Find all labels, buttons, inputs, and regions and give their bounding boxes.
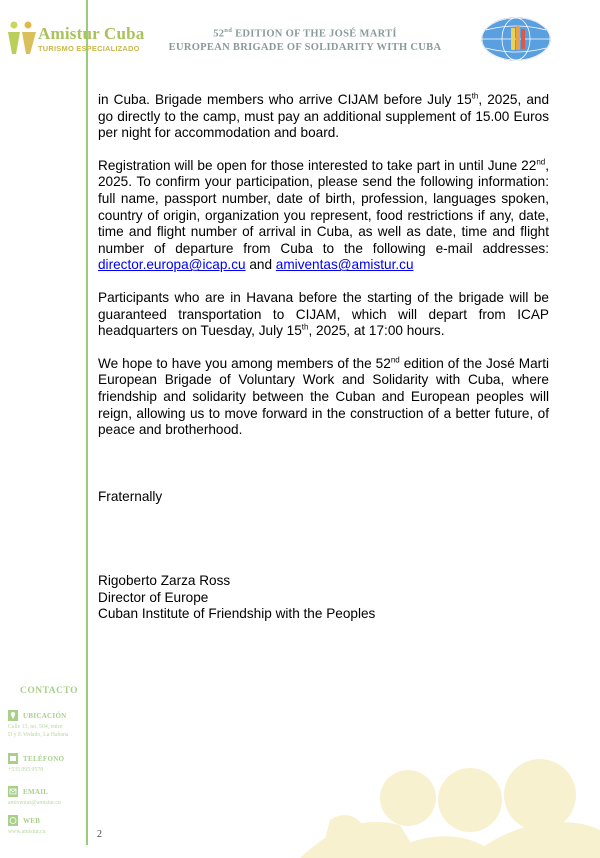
phone-icon [8, 753, 18, 764]
contact-web-value[interactable]: www.amistur.cu [8, 829, 46, 835]
paragraph-text: , 2025, and go directly to the camp, must pay an additional supplement of 15.00 Euros per night for accommodation and board. [98, 92, 550, 141]
signatory-organization: Cuban Institute of Friendship with the Peoples [98, 606, 376, 622]
paragraph-closing-wish [98, 356, 549, 439]
contact-phone-value: +535 095 9578 [8, 767, 44, 773]
closing-salutation: Fraternally [98, 489, 163, 504]
contact-title: CONTACTO [20, 686, 79, 696]
email-link-amistur[interactable]: amiventas@amistur.cu [275, 257, 414, 273]
header-edition-suffix: nd [224, 27, 233, 34]
header-line-2: EUROPEAN BRIGADE OF SOLIDARITY WITH CUBA [168, 41, 442, 53]
contact-location-value [8, 724, 68, 739]
email-icon [8, 786, 18, 797]
paragraph-text: We hope to have you among members of the 52 [98, 355, 391, 371]
location-icon [8, 710, 18, 721]
amistur-figures-icon [6, 18, 38, 58]
signatory-title: Director of Europe [98, 589, 209, 605]
paragraph-text: in Cuba. Brigade members who arrive CIJAM before July 15 [98, 92, 472, 107]
contact-phone-label: TELÉFONO [23, 755, 65, 763]
letter-body [98, 92, 549, 439]
header-line-1-text: EDITION OF THE JOSÉ MARTÍ [232, 28, 397, 40]
paragraph-text: , 2025, at 17:00 hours. [308, 323, 445, 339]
amistur-logo [6, 16, 145, 60]
paragraph-registration [98, 158, 549, 274]
logo-subtitle: TURISMO ESPECIALIZADO [38, 44, 140, 53]
contact-email-value[interactable]: amiventas@amistur.cu [8, 800, 61, 806]
page-number: 2 [97, 829, 102, 840]
paragraph-transportation [98, 290, 549, 340]
ordinal-suffix: th [301, 322, 309, 332]
document-header [150, 24, 460, 54]
ordinal-suffix: nd [536, 157, 546, 167]
contact-email-label: EMAIL [23, 788, 49, 796]
header-line-1 [150, 24, 460, 41]
logo-name: Amistur Cuba [38, 24, 145, 43]
paragraph-text: Registration will be open for those interested to take part in until June 22 [98, 157, 537, 173]
signatory-name: Rigoberto Zarza Ross [98, 573, 231, 588]
emblem-globe-icon [480, 16, 552, 62]
contact-location-line-2: D y E Vedado, La Habana [8, 731, 69, 738]
web-icon [8, 815, 18, 826]
contact-location-label: UBICACIÓN [23, 712, 67, 720]
header-edition-number: 52 [213, 28, 225, 40]
email-link-icap[interactable]: director.europa@icap.cu [98, 257, 246, 273]
paragraph-text: edition of the José Marti European Brigade of Voluntary Work and Solidarity with Cuba, where friendship and solidarity between the Cuban and European peoples will reign, allowing us to move forward in the construction of a better future, of peace and brotherhood. [98, 355, 549, 438]
ordinal-suffix: th [471, 91, 479, 101]
ordinal-suffix: nd [390, 355, 400, 365]
contact-web-label: WEB [23, 817, 41, 825]
left-margin-rule [86, 0, 88, 845]
paragraph-text: , 2025. To confirm your participation, please send the following information: full name, passport number, date of birth, profession, languages spoken, country of origin, organization you represent, food restrictions if any, date, time and flight number of arrival in Cuba, as well as date, time and flight number of departure from Cuba to the following e-mail addresses: [98, 157, 549, 256]
contact-location-line-1: Calle 13, no. 504, entre [8, 724, 63, 730]
paragraph-text: and [245, 257, 276, 273]
signature-block [98, 573, 375, 623]
paragraph-text: Participants who are in Havana before the starting of the brigade will be guaranteed transportation to CIJAM, which will depart from ICAP headquarters on Tuesday, July 15 [98, 289, 549, 339]
paragraph-early-arrival [98, 92, 549, 142]
